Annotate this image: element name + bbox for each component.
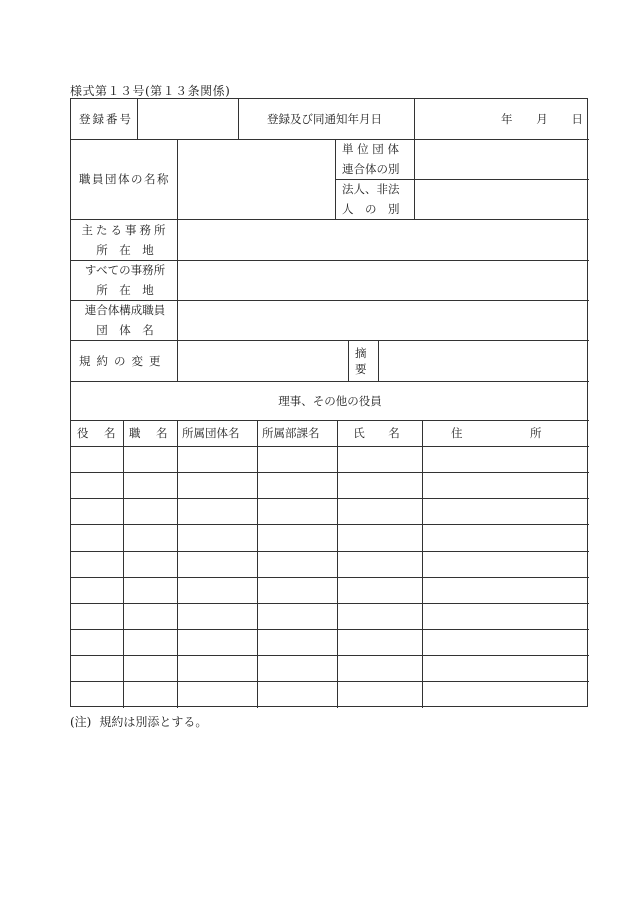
- bylaws-change-field[interactable]: [178, 341, 347, 380]
- all-offices-field[interactable]: [178, 261, 587, 299]
- remarks-field[interactable]: [379, 341, 587, 380]
- notice-date-field[interactable]: [501, 99, 583, 139]
- registration-form: [70, 98, 588, 707]
- union-name-label: 職員団体の名称: [79, 172, 170, 186]
- officers-section-title: 理事、その他の役員: [278, 393, 382, 408]
- unit-federation-field[interactable]: [415, 140, 587, 178]
- col-header-union: 所属団体名: [182, 426, 240, 440]
- officer-row[interactable]: [71, 682, 589, 706]
- registration-number-field[interactable]: [138, 100, 237, 138]
- col-header-position: 職 名: [129, 426, 170, 440]
- remarks-label: 摘 要: [355, 345, 367, 376]
- all-offices-label: すべての事務所 所 在 地: [84, 263, 166, 297]
- month-char: 月: [536, 112, 548, 126]
- footnote-text: 規約は別添とする。: [99, 715, 208, 729]
- officer-row[interactable]: [71, 499, 589, 524]
- officer-row[interactable]: [71, 630, 589, 655]
- officer-row[interactable]: [71, 578, 589, 603]
- officer-row[interactable]: [71, 552, 589, 577]
- col-header-address: 住 所: [451, 426, 570, 440]
- officer-row[interactable]: [71, 473, 589, 498]
- rule: [238, 99, 239, 139]
- juridical-field[interactable]: [415, 180, 587, 218]
- main-office-field[interactable]: [178, 220, 587, 259]
- registration-number-label: 登録番号: [79, 112, 133, 126]
- footnote-marker: (注): [70, 715, 92, 729]
- rule: [348, 340, 349, 381]
- rule: [335, 139, 336, 219]
- col-header-title: 役 名: [77, 426, 118, 440]
- notice-date-label: 登録及び同通知年月日: [267, 112, 382, 126]
- officer-row[interactable]: [71, 604, 589, 629]
- col-header-name: 氏 名: [353, 426, 406, 440]
- union-name-field[interactable]: [178, 140, 334, 218]
- federation-members-field[interactable]: [178, 301, 587, 339]
- footnote: [70, 713, 207, 730]
- rule: [414, 99, 415, 139]
- federation-members-label: 連合体構成職員 団 体 名: [84, 303, 166, 337]
- juridical-label: 法人、非法 人 の 別: [342, 182, 400, 216]
- bylaws-change-label: 規約の変更: [79, 353, 167, 368]
- col-header-department: 所属部課名: [262, 426, 320, 440]
- year-char: 年: [501, 112, 513, 126]
- main-office-label: 主たる事務所 所 在 地: [81, 222, 169, 257]
- form-title: 様式第１３号(第１３条関係): [70, 84, 231, 98]
- unit-federation-label: 単 位 団 体 連合体の別: [342, 142, 400, 176]
- day-char: 日: [571, 112, 583, 126]
- officer-row[interactable]: [71, 656, 589, 681]
- officer-row[interactable]: [71, 447, 589, 472]
- officer-row[interactable]: [71, 525, 589, 551]
